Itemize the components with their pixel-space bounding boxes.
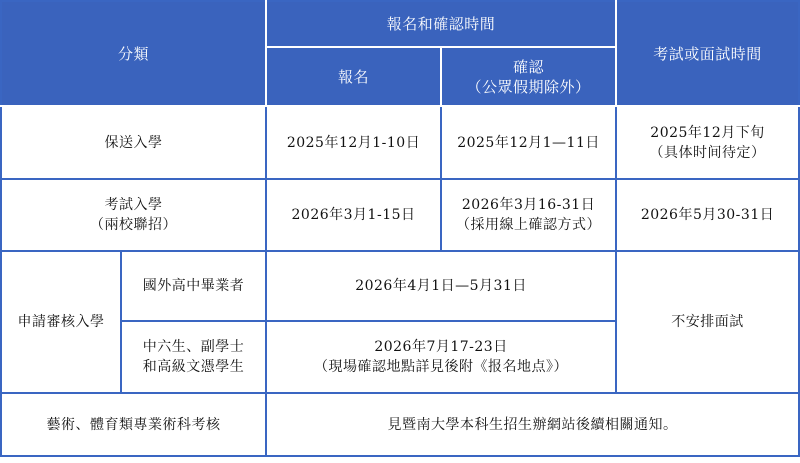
exam-recommended: [616, 106, 799, 179]
exam-recommended-date: 2025年12月下旬: [650, 124, 765, 141]
registration-recommended: 2025年12月1-10日: [266, 106, 441, 179]
header-category: 分類: [1, 1, 266, 106]
category-application-review: 申請審核入學: [1, 251, 121, 393]
table-row-exam-entry: [1, 179, 799, 251]
header-confirmation-note: （公眾假期除外）: [466, 77, 591, 96]
header-registration: 報名: [266, 47, 441, 106]
header-confirmation: [441, 47, 616, 106]
time-local-note: （現場確認地點詳見後附《报名地点》）: [314, 359, 569, 375]
table-row-application-overseas: [1, 251, 799, 321]
category-exam-entry-label: 考試入學: [104, 197, 163, 213]
header-exam-interview-time: 考試或面試時間: [616, 1, 799, 106]
table-row-arts-sports: [1, 393, 799, 456]
table-row-recommended: [1, 106, 799, 179]
confirmation-exam-entry-note: （採用線上確認方式）: [456, 217, 602, 233]
category-recommended: 保送入學: [1, 106, 266, 179]
confirmation-recommended: 2025年12月1—11日: [441, 106, 616, 179]
exam-exam-entry: 2026年5月30-31日: [616, 179, 799, 251]
subcategory-local-line2: 和高級文憑學生: [142, 359, 245, 375]
subcategory-overseas: 國外高中畢業者: [121, 251, 266, 321]
subcategory-local: [121, 321, 266, 393]
note-arts-sports: 見暨南大學本科生招生辦網站後續相關通知。: [266, 393, 799, 456]
confirmation-exam-entry-date: 2026年3月16-31日: [461, 197, 596, 213]
category-exam-entry-note: （兩校聯招）: [90, 217, 177, 233]
header-confirmation-label: 確認: [513, 57, 545, 76]
confirmation-exam-entry: [441, 179, 616, 251]
time-overseas: 2026年4月1日—5月31日: [266, 251, 616, 321]
exam-application-review: 不安排面試: [616, 251, 799, 393]
subcategory-local-line1: 中六生、副學士: [142, 339, 245, 355]
header-registration-confirmation-time: 報名和確認時間: [266, 1, 616, 47]
exam-recommended-note: （具体时间待定）: [649, 144, 766, 161]
registration-exam-entry: 2026年3月1-15日: [266, 179, 441, 251]
time-local: [266, 321, 616, 393]
category-arts-sports: 藝術、體育類專業術科考核: [1, 393, 266, 456]
time-local-date: 2026年7月17-23日: [374, 339, 508, 355]
category-exam-entry: [1, 179, 266, 251]
